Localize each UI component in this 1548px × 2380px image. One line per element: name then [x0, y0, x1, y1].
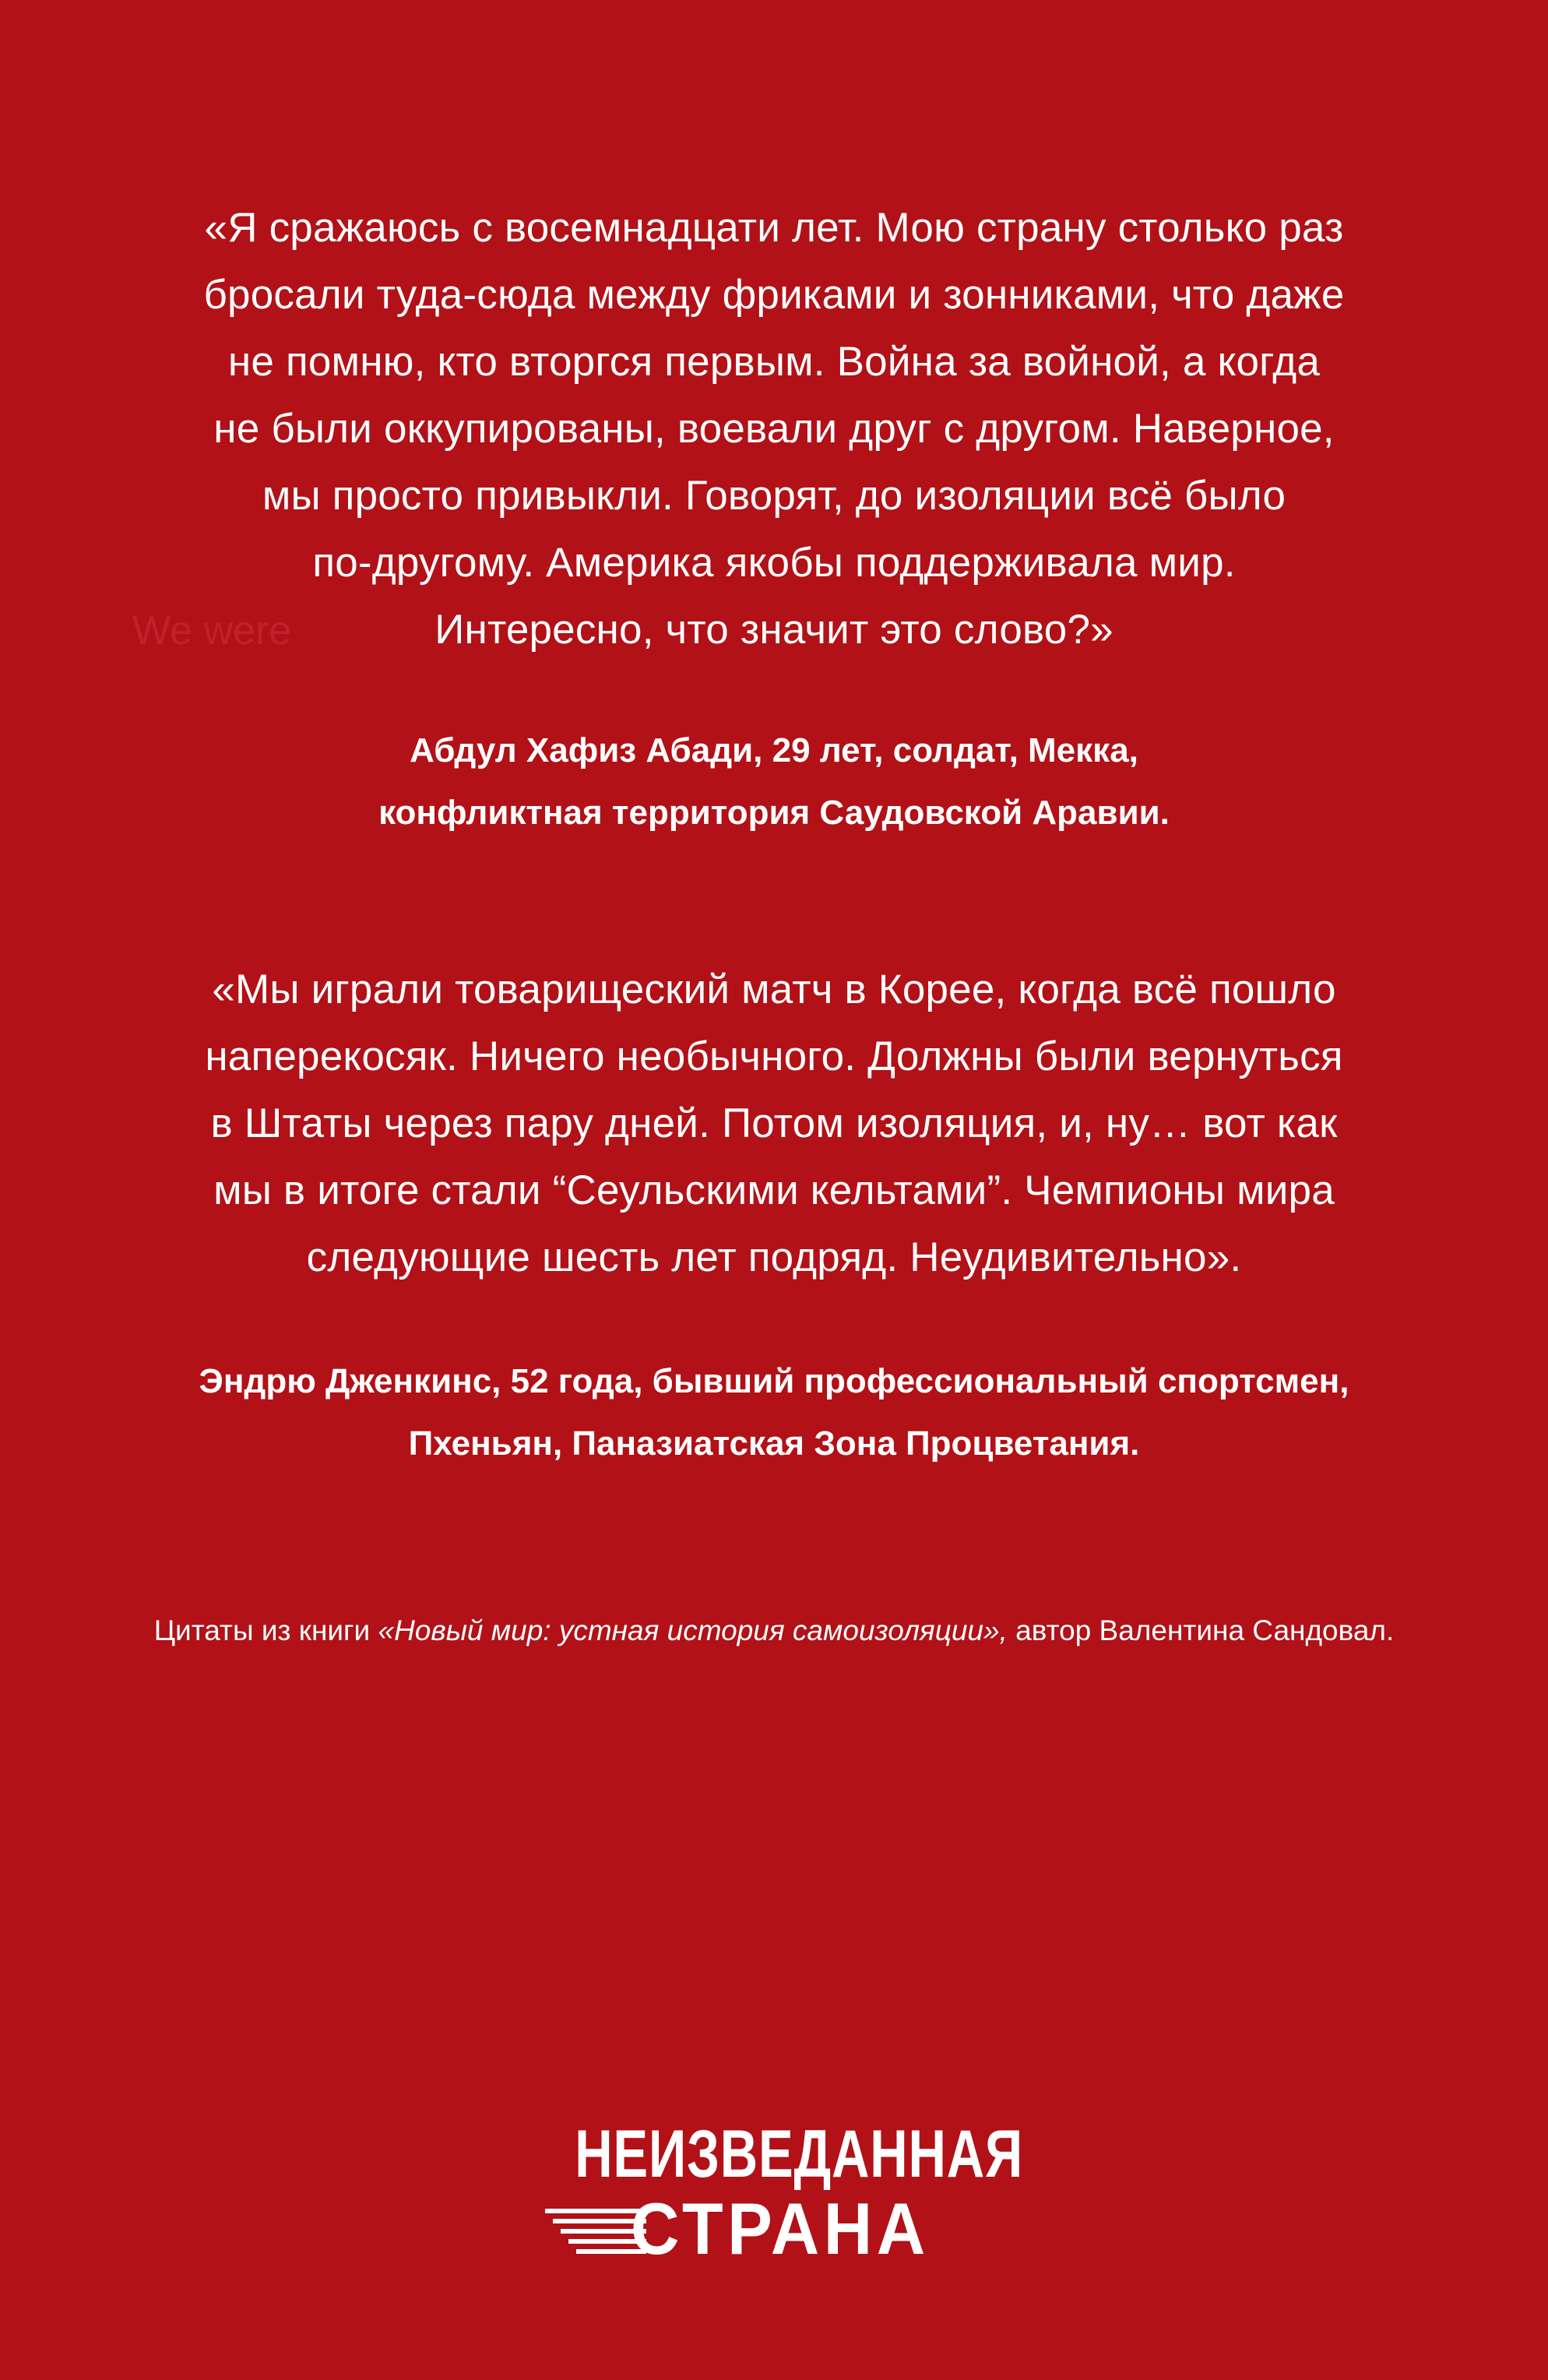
- quote-1-line: не были оккупированы, воевали друг с другом. Наверное,: [213, 406, 1335, 452]
- quote-2: [0, 956, 1548, 1291]
- quote-2-line: следующие шесть лет подряд. Неудивительно».: [306, 1234, 1242, 1280]
- logo-line-2: СТРАНА: [631, 2188, 930, 2269]
- quote-1-line: Интересно, что значит это слово?»: [434, 607, 1114, 653]
- quote-1-attribution: [0, 720, 1548, 844]
- attribution-line: Эндрю Дженкинс, 52 года, бывший профессиональный спортсмен,: [199, 1362, 1349, 1400]
- quote-1: [0, 195, 1548, 664]
- attribution-line: конфликтная территория Саудовской Аравии.: [378, 794, 1170, 832]
- series-logo: [522, 2117, 1023, 2274]
- source-prefix: Цитаты из книги: [153, 1614, 378, 1646]
- source-book-title: «Новый мир: устная история самоизоляции»,: [378, 1614, 1008, 1646]
- quote-1-line: «Я сражаюсь с восемнадцати лет. Мою страну столько раз: [204, 205, 1344, 251]
- quote-2-line: в Штаты через пару дней. Потом изоляция, и, ну… вот как: [210, 1100, 1338, 1146]
- faint-background-text: We were: [132, 608, 292, 653]
- logo-line-1: НЕИЗВЕДАННАЯ: [575, 2117, 1023, 2192]
- source-credit: [0, 1609, 1548, 1653]
- quote-1-line: не помню, кто вторгся первым. Война за войной, а когда: [227, 339, 1321, 385]
- quote-1-line: бросали туда-сюда между фриками и зонниками, что даже: [203, 272, 1345, 318]
- quote-1-line: по-другому. Америка якобы поддерживала мир.: [312, 540, 1236, 586]
- quote-2-line: наперекосяк. Ничего необычного. Должны были вернуться: [205, 1033, 1343, 1079]
- quote-2-line: мы в итоге стали “Сеульскими кельтами”. Чемпионы мира: [213, 1167, 1335, 1213]
- quote-1-line: мы просто привыкли. Говорят, до изоляции всё было: [262, 473, 1286, 519]
- quote-2-line: «Мы играли товарищеский матч в Корее, когда всё пошло: [212, 966, 1336, 1012]
- attribution-line: Пхеньян, Паназиатская Зона Процветания.: [408, 1424, 1140, 1463]
- source-suffix: автор Валентина Сандовал.: [1007, 1614, 1395, 1646]
- quote-2-attribution: [0, 1350, 1548, 1475]
- attribution-line: Абдул Хафиз Абади, 29 лет, солдат, Мекка,: [410, 731, 1138, 769]
